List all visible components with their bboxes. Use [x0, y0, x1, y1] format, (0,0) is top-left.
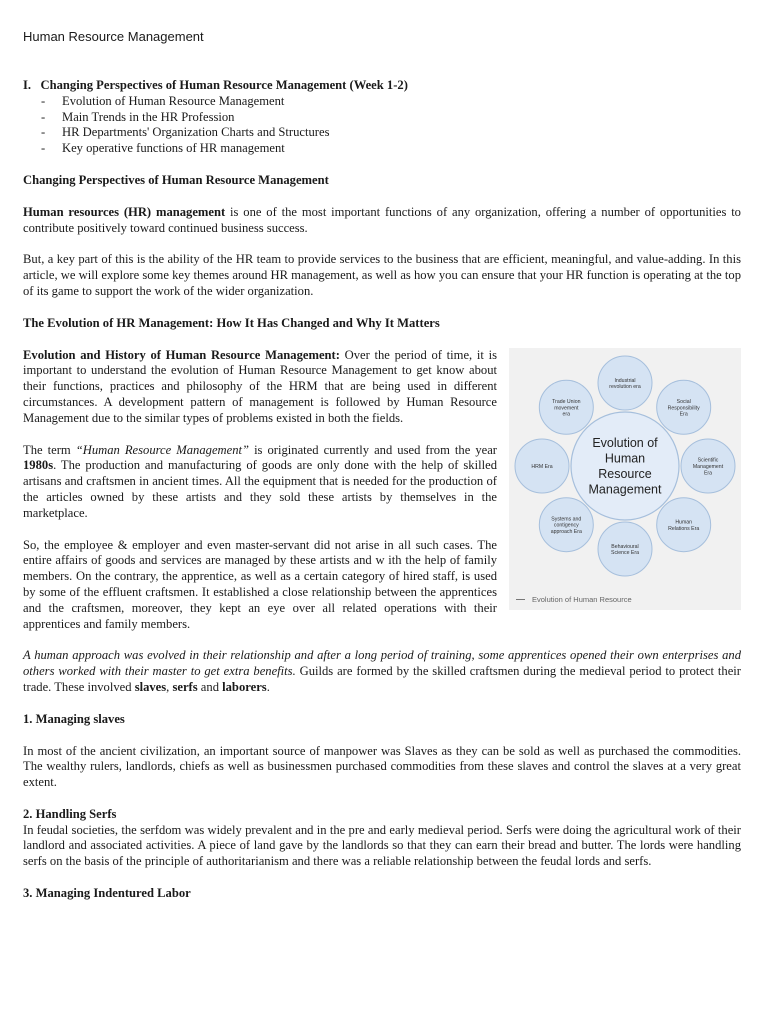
era-label: Era	[679, 411, 688, 418]
heading-handling-serfs: 2. Handling Serfs	[23, 806, 117, 821]
bold-serfs: serfs	[172, 679, 198, 694]
evolution-diagram	[509, 348, 741, 588]
heading-changing-perspectives: Changing Perspectives of Human Resource Management	[23, 172, 329, 187]
era-label: contigency	[553, 522, 579, 529]
era-bubble	[681, 439, 735, 493]
era-label: revolution era	[609, 383, 641, 390]
paragraph-key-part: But, a key part of this is the ability of the HR team to provide services to the business that are efficient, meaningful, and value-adding. In this article, we will explore some key themes around HR management, as well as how you can ensure that your HR function is operating at the top of its game to support the work of the wider organization.	[23, 252, 741, 298]
era-label: approach Era	[550, 528, 582, 535]
era-bubble	[657, 380, 711, 434]
section-title: Changing Perspectives of Human Resource Management (Week 1-2)	[40, 78, 408, 92]
bold-term: Evolution and History of Human Resource Management:	[23, 347, 340, 362]
center-label: Resource	[598, 466, 652, 481]
bold-year: 1980s	[23, 458, 54, 473]
era-bubble	[598, 522, 652, 576]
separator: and	[197, 679, 223, 694]
era-bubble	[657, 497, 711, 551]
era-label: Relations Era	[668, 525, 700, 532]
era-label: Behavioural	[611, 543, 639, 550]
bold-slaves: slaves	[134, 679, 167, 694]
paragraph-text: Guilds are formed by the skilled craftsmen during the medieval period to protect their trade. These involved	[23, 664, 741, 694]
paragraph-hr-management	[23, 205, 741, 237]
era-label: Industrial	[614, 377, 636, 384]
era-label: HRM Era	[531, 463, 553, 470]
paragraph-human-approach	[23, 648, 741, 695]
paragraph-text: The term	[23, 442, 76, 457]
era-label: Era	[703, 469, 713, 476]
paragraph-text: Over the period of time, it is important to understand the evolution of Human Resource Management to get know about their functions, practices and philosophy of the HRM that are being used in different circumstances. A development pattern of management is followed by Human Resource Management due to the similar types of problems existed in both the fields.	[23, 347, 497, 425]
paragraph-slaves: In most of the ancient civilization, an important source of manpower was Slaves as they can be sold as well as purchased the commodities. The wealthy rulers, landlords, chiefs as well as businessmen purchased commodities from these slaves and control the slaves at a very great extent.	[23, 743, 741, 790]
paragraph-text: is one of the most important functions of any organization, offering a number of opportunities to contribute positively toward continued business success.	[23, 204, 741, 235]
bold-laborers: laborers	[222, 679, 267, 694]
era-bubble	[515, 439, 569, 493]
topic-list	[41, 94, 741, 157]
era-bubble	[539, 497, 593, 551]
paragraph-serfs: In feudal societies, the serfdom was widely prevalent and in the pre and early medieval period. Serfs were doing the agricultural work of their landlord and associated activities. A piece of land gave by the landlords so that they can earn their bread and butter. The lords were handling serfs on the basis of the principle of authoritarianism and there was a reliable relationship between the feudal lords and serfs.	[23, 822, 741, 869]
center-label: Human	[604, 450, 646, 465]
caption-text: Evolution of Human Resource	[532, 594, 632, 604]
era-label: Scientific	[697, 457, 719, 464]
center-label: Management	[588, 481, 662, 496]
era-label: Human	[675, 519, 693, 526]
era-label: Responsibility	[667, 404, 700, 411]
document-body	[23, 78, 741, 918]
heading-indentured-labor: 3. Managing Indentured Labor	[23, 886, 191, 901]
bold-term: Human resources (HR) management	[23, 204, 226, 219]
center-label: Evolution of	[592, 435, 658, 450]
era-label: Science Era	[611, 549, 639, 556]
era-label: Social	[676, 398, 691, 405]
heading-managing-slaves: 1. Managing slaves	[23, 711, 125, 726]
evolution-figure	[509, 348, 741, 610]
section-numeral: I.	[23, 78, 32, 92]
italic-term: “Human Resource Management”	[75, 442, 250, 457]
list-item: - Evolution of Human Resource Management	[41, 94, 741, 110]
paragraph-text: is originated currently and used from the year	[249, 442, 497, 457]
separator: .	[266, 679, 270, 694]
era-bubble	[598, 356, 652, 410]
list-item: - Key operative functions of HR management	[41, 141, 741, 157]
separator: ,	[166, 679, 173, 694]
list-item: - Main Trends in the HR Profession	[41, 110, 741, 126]
list-item: - HR Departments' Organization Charts and Structures	[41, 125, 741, 141]
document-header: Human Resource Management	[23, 29, 204, 44]
italic-text: A human approach was evolved in their relationship and after a long period of training, some apprentices opened their own enterprises and others worked with their master to get extra benefits.	[23, 648, 741, 679]
center-bubble	[571, 412, 679, 520]
paragraph-employee-employer: So, the employee & employer and even master-servant did not arise in all such cases. The entire affairs of goods and services are managed by these artists and w ith the help of family members. On the contrary, the apprentice, as well as a certain category of hired staff, is used by some of the effluent craftsmen. It established a close relationship between the apprentices and the craftsmen, moreover, they kept an eye over all related operations with their apprentices and family members.	[23, 537, 497, 631]
era-bubble	[539, 380, 593, 434]
era-label: era	[562, 411, 571, 418]
era-label: movement	[554, 404, 579, 411]
heading-evolution: The Evolution of HR Management: How It Has Changed and Why It Matters	[23, 315, 440, 330]
era-label: Management	[692, 463, 724, 470]
figure-caption	[516, 592, 632, 608]
paragraph-text: . The production and manufacturing of goods are only done with the help of skilled artisans and craftsmen in ancient times. All the equipment that is needed for the production of the articles owned by these artists and they sold these artists by themselves in the marketplace.	[23, 458, 497, 520]
section-heading	[23, 78, 741, 94]
era-label: Trade Union	[552, 398, 581, 405]
era-label: Systems and	[551, 515, 582, 522]
